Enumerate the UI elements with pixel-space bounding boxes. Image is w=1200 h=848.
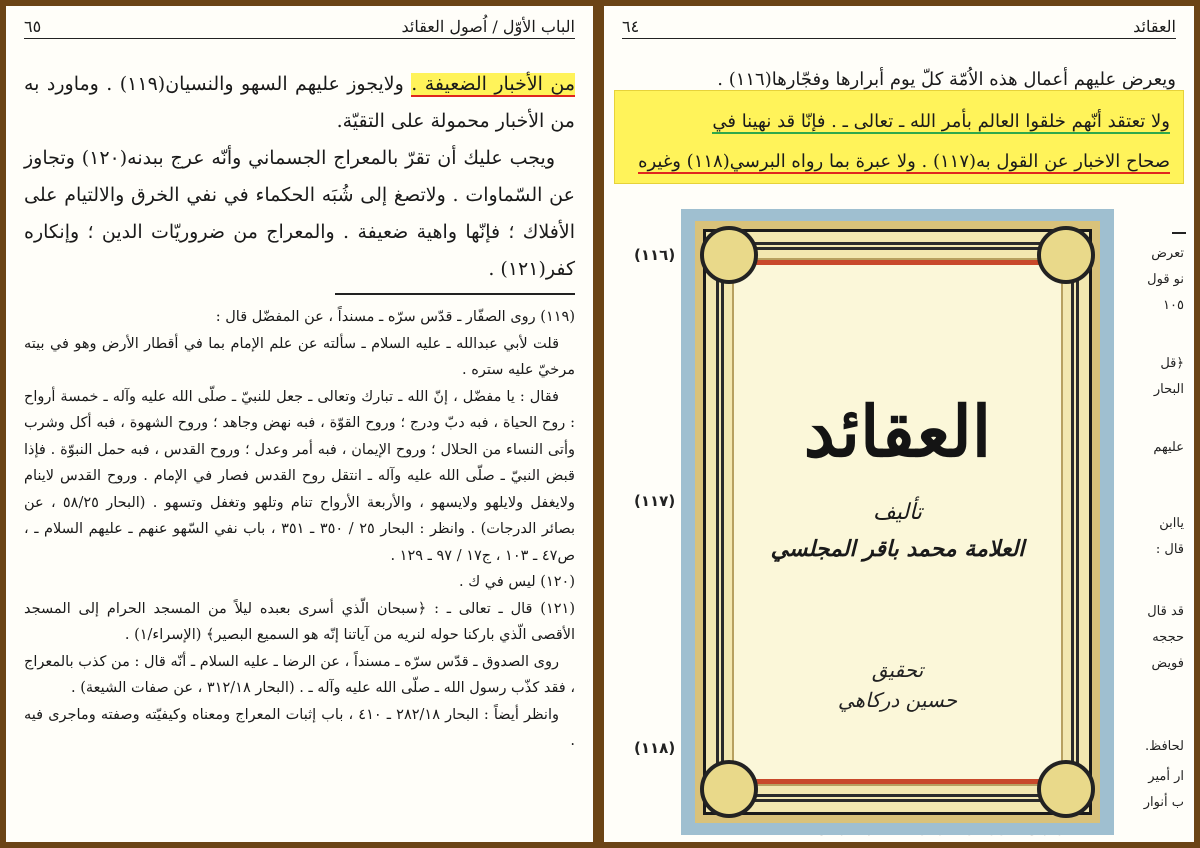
- header-title: الباب الأوّل / اُصول العقائد: [401, 17, 575, 36]
- page-header: [622, 12, 1176, 39]
- paragraph: [24, 66, 575, 140]
- footnote-fragment: قد قال: [1147, 604, 1184, 619]
- footnote-fragment: فويض: [1151, 656, 1184, 671]
- editor-name: حسين دركاهي: [837, 688, 958, 712]
- intro-text: ويعرض عليهم أعمال هذه الاُمّة كلّ يوم أبرارها وفجّارها(١١٦) .: [717, 69, 1176, 90]
- footnote: فقال : يا مفضّل ، إنّ الله ـ تبارك وتعالى ـ جعل للنبيّ ـ صلّى الله عليه وآله ـ خمسة أرواح : روح الحياة ، فبه دبّ ودرج ؛ وروح القوّة ، فبه نهض وجاهد ؛ وروح الشهوة ، فبه أكل وشرب وأتى النساء من الحلال ؛ وروح الإيمان ، فبه أمر وعدل ؛ وروح القدس ، فبه حمل النبوّة . فإذا قبض النبيّ ـ صلّى الله عليه وآله ـ انتقل روح القدس فصار في الإمام . وروح القدس لاينام ولايغفل ولايلهو ولايسهو ، والأربعة الأرواح تنام وتلهو وتغفل وتسهو . (البحار ٥٨/٢٥ ، عن بصائر الدرجات) . وانظر : البحار ٢٥ / ٣٥٠ ـ ٣٥١ ، باب نفي السّهو عنهم ـ عليهم السلام ـ ، ص٤٧ ـ ١٠٣ ، ج١٧ / ٩٧ ـ ١٢٩ .: [24, 388, 575, 564]
- header-title: العقائد: [1133, 17, 1176, 36]
- highlight-line-2: صحاح الاخبار عن القول به(١١٧) . ولا عبرة بما رواه البرسي(١١٨) وغيره: [638, 151, 1170, 172]
- footnote-fragment: ياابن: [1159, 516, 1184, 531]
- footnote: وانظر أيضاً : البحار ٢٨٢/١٨ ـ ٤١٠ ، باب إثبات المعراج ومعناه وكيفيّته وصفته وماجرى فيه .: [24, 706, 575, 749]
- footnote-fragment: ﴿قل: [1160, 356, 1184, 371]
- author-name: العلامة محمد باقر المجلسي: [770, 536, 1025, 562]
- footnote-fragment: نو قول: [1147, 272, 1184, 287]
- footnotes: [24, 304, 575, 755]
- footnote-fragment: لحافظ.: [1145, 739, 1184, 754]
- page-header: [24, 12, 575, 39]
- footnote-number: (١١٨): [634, 739, 676, 757]
- highlighted-phrase: من الأخبار الضعيفة .: [411, 73, 575, 95]
- panel-border-top: [734, 260, 1061, 265]
- page-65: [6, 6, 593, 842]
- page-64: [604, 6, 1194, 842]
- main-text: [24, 66, 575, 288]
- panel-border-bottom: [734, 779, 1061, 784]
- page-number: ٦٥: [24, 17, 42, 36]
- corner-ornament: [1037, 226, 1095, 284]
- highlight-line-1: ولا تعتقد أنّهم خلقوا العالم بأمر الله ـ تعالى ـ . فإنّا قد نهينا في: [712, 111, 1170, 132]
- footnote: قلت لأبي عبدالله ـ عليه السلام ـ سألته عن علم الإمام بما في أقطار الأرض وهو في بيته مرخيّ عليه ستره .: [24, 335, 575, 378]
- author-label: تأليف: [873, 500, 922, 525]
- cover-panel: [732, 258, 1063, 786]
- footnote-number: (١١٦): [634, 246, 676, 264]
- corner-ornament: [700, 226, 758, 284]
- editor-label: تحقيق: [871, 658, 924, 682]
- footnote-fragment: ار أمير: [1148, 769, 1184, 784]
- page-number: ٦٤: [622, 17, 640, 36]
- footnote-fragment: ب أنوار: [1143, 795, 1184, 810]
- footnote: (١١٩) روى الصفّار ـ قدّس سرّه ـ مسنداً ، عن المفضّل قال :: [215, 309, 575, 325]
- footnote-number: (١١٧): [634, 492, 676, 510]
- corner-ornament: [700, 760, 758, 818]
- book-cover: [681, 209, 1114, 835]
- footnote-separator: [1172, 232, 1186, 234]
- cover-border: [695, 221, 1100, 823]
- footnote-fragment: عليهم: [1153, 440, 1184, 455]
- footnote: (١٢٠) ليس في ك .: [459, 574, 575, 590]
- footnote-fragment: حججه: [1152, 630, 1184, 645]
- footnote: روى الصدوق ـ قدّس سرّه ـ مسنداً ، عن الرضا ـ عليه السلام ـ أنّه قال : من كذب بالمعراج ، فقد كذّب رسول الله ـ صلّى الله عليه وآله ـ . (البحار ٣١٢/١٨ ، عن صفات الشيعة) .: [24, 653, 575, 696]
- paragraph: ويجب عليك أن تقرّ بالمعراج الجسماني وأنّه عرج ببدنه(١٢٠) وتجاوز عن السّماوات . ولاتصغ إلى شُبَه الحكماء في نفي الخرق والالتيام على الأفلاك ؛ فإنّها واهية ضعيفة . والمعراج من ضروريّات الدين ؛ وإنكاره كفر(١٢١) .: [24, 147, 575, 280]
- ornamental-frame: [703, 229, 1092, 815]
- footnote-fragment: قال :: [1155, 542, 1184, 557]
- footnote-fragment: تعرض: [1151, 246, 1184, 261]
- footnote-fragment: ١٠٥: [1163, 298, 1184, 313]
- corner-ornament: [1037, 760, 1095, 818]
- footnote-separator: [335, 293, 575, 295]
- highlighted-text: [628, 102, 1170, 182]
- footnote: (١٢١) قال ـ تعالى ـ : ﴿سبحان الّذي أسرى بعبده ليلاً من المسجد الحرام إلى المسجد الأقصى الّذي باركنا حوله لنريه من آياتنا إنّه هو السميع البصير﴾ (الإسراء/١) .: [24, 600, 575, 643]
- footnote-fragment: البحار: [1153, 382, 1184, 397]
- paragraph-text: ولايجوز عليهم السهو والنسيان(١١٩) . وماورد به من الأخبار محمولة على التقيّة.: [24, 73, 575, 132]
- book-title: العقائد: [803, 390, 992, 473]
